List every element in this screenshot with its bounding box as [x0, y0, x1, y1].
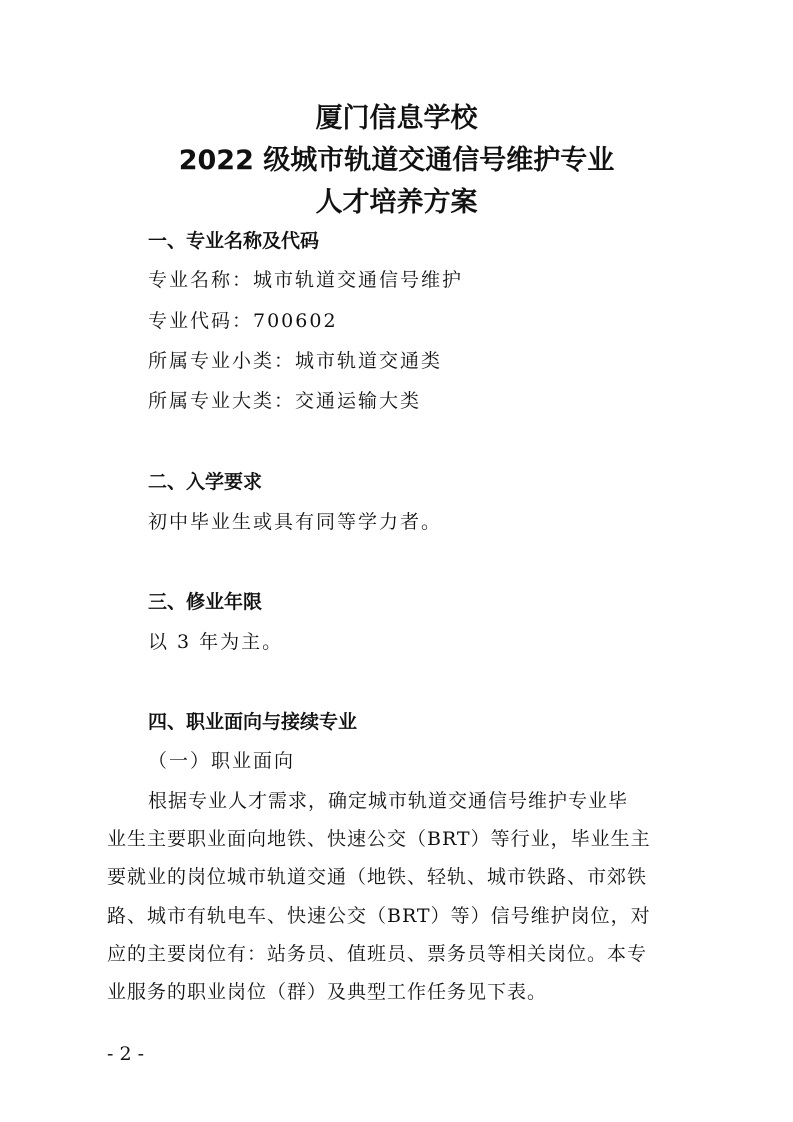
- section-heading-1: 一、专业名称及代码: [148, 230, 320, 252]
- document-title-program: 2022 级城市轨道交通信号维护专业: [178, 145, 615, 176]
- program-name: 专业名称：城市轨道交通信号维护: [148, 269, 464, 291]
- paragraph-line: 路、城市有轨电车、快速公交（BRT）等）信号维护岗位，对: [107, 904, 651, 927]
- paragraph-line: 要就业的岗位城市轨道交通（地铁、轻轨、城市铁路、市郊铁: [107, 866, 648, 889]
- document-title: 厦门信息学校: [315, 103, 478, 134]
- program-category: 所属专业大类：交通运输大类: [148, 390, 422, 412]
- paragraph-line: 应的主要岗位有：站务员、值班员、票务员等相关岗位。本专: [107, 942, 648, 965]
- paragraph-line: 业服务的职业岗位（群）及典型工作任务见下表。: [107, 981, 548, 1004]
- paragraph-line: 业生主要职业面向地铁、快速公交（BRT）等行业，毕业生主: [107, 828, 651, 851]
- program-subcategory: 所属专业小类：城市轨道交通类: [148, 350, 443, 372]
- paragraph-line: 根据专业人才需求，确定城市轨道交通信号维护专业毕: [148, 790, 629, 812]
- section-heading-3: 三、修业年限: [148, 591, 263, 613]
- document-title-plan: 人才培养方案: [315, 187, 478, 218]
- admission-requirement: 初中毕业生或具有同等学力者。: [148, 511, 443, 533]
- page-number: - 2 -: [107, 1043, 145, 1065]
- section-heading-2: 二、入学要求: [148, 471, 263, 493]
- study-duration: 以 3 年为主。: [148, 631, 284, 653]
- subsection-heading: （一）职业面向: [148, 750, 296, 772]
- career-orientation-paragraph: [107, 782, 687, 1011]
- section-heading-4: 四、职业面向与接续专业: [148, 711, 358, 733]
- program-code: 专业代码：700602: [148, 310, 338, 332]
